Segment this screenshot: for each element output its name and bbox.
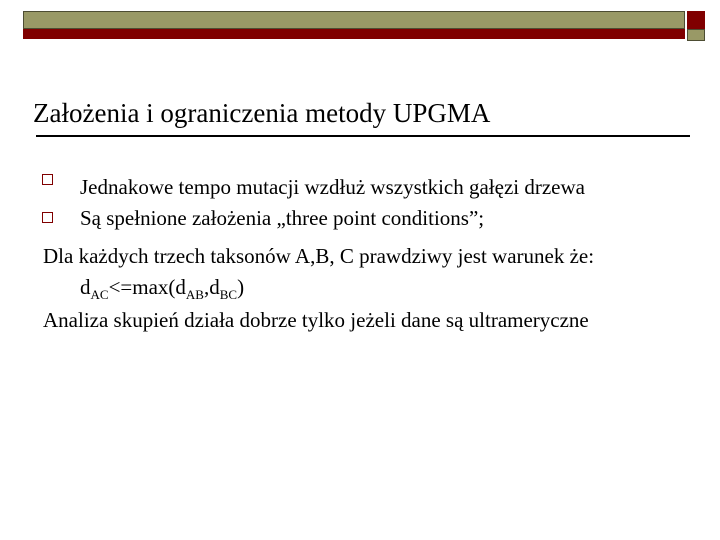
bullet-item: Są spełnione założenia „three point conditions”; [80,206,485,230]
header-olive-bar [23,11,685,29]
paragraph-condition: Dla każdych trzech taksonów A,B, C prawdziwy jest warunek że: [43,244,595,268]
formula-subscript-ab: AB [185,287,204,302]
slide-title: Założenia i ograniczenia metody UPGMA [33,98,491,128]
formula-line [80,274,244,300]
header-olive-square [687,29,705,41]
header-red-square [687,11,705,29]
title-underline [36,135,690,137]
formula-subscript-ac: AC [90,287,109,302]
formula-d: d [80,275,91,299]
header-red-bar [23,29,685,39]
hollow-square-bullet-icon [42,212,53,223]
hollow-square-bullet-icon [42,174,53,185]
paragraph-clustering: Analiza skupień działa dobrze tylko jeżeli dane są ultrameryczne [43,308,589,332]
formula-close: ) [237,275,245,299]
formula-max: <=max(d [108,275,186,299]
formula-comma: ,d [203,275,220,299]
formula-subscript-bc: BC [219,287,238,302]
bullet-item: Jednakowe tempo mutacji wzdłuż wszystkich gałęzi drzewa [80,175,585,199]
